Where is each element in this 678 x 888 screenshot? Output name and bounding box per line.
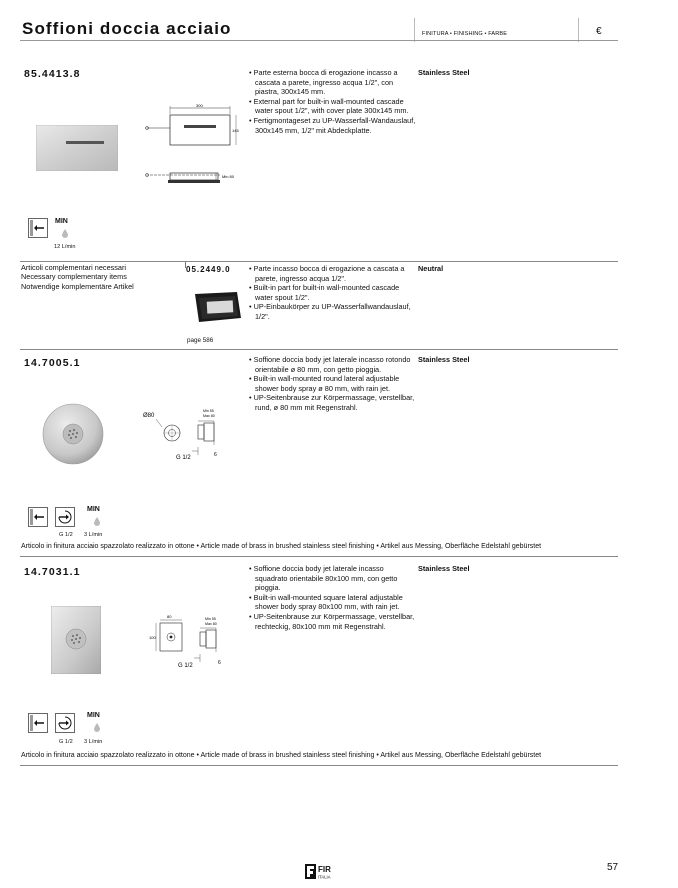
dim-min-label: Min 80 xyxy=(222,174,235,179)
brand-logo xyxy=(305,863,345,886)
finish-label: Neutral xyxy=(418,264,444,273)
description-de: • UP-Seitenbrause zur Körpermassage, verstellbar, rechteckig, 80x100 mm mit Regenstrahl. xyxy=(249,611,415,631)
flow-rate: 3 L/min xyxy=(84,739,103,745)
flow-rate: 3 L/min xyxy=(84,532,103,538)
drop-icon xyxy=(90,516,104,526)
dim-width-label: 300 xyxy=(196,104,203,108)
technical-drawing-square xyxy=(148,612,236,677)
product-image-square-body-jet xyxy=(51,606,101,679)
product-description xyxy=(249,355,417,413)
dim-max-label: Max 80 xyxy=(205,622,217,626)
complementary-label-en: Necessary complementary items xyxy=(21,272,127,282)
section-rule xyxy=(20,261,618,262)
thread-size: G 1/2 xyxy=(59,532,73,538)
page-title: Soffioni doccia acciaio xyxy=(22,19,232,38)
diameter-label: Ø80 xyxy=(143,413,155,419)
thread-size: G 1/2 xyxy=(59,739,73,745)
complementary-code: 05.2449.0 xyxy=(186,265,231,274)
description-en: • Built-in part for built-in wall-mounted cascade water spout 1/2". xyxy=(249,283,400,302)
product-image-built-in-box xyxy=(193,290,243,329)
dim-min-label: Min 55 xyxy=(205,617,216,621)
drop-icon xyxy=(90,722,104,732)
finish-label: Stainless Steel xyxy=(418,355,470,364)
icon-wall-mounted xyxy=(28,507,48,532)
description-de: • Fertigmontageset zu UP-Wasserfall-Wandauslauf, 300x145 mm, 1/2" mit Abdeckplatte. xyxy=(249,115,416,135)
finishing-header: FINITURA • FINISHING • FARBE xyxy=(422,31,508,37)
description-en: • Built-in wall-mounted round lateral adjustable shower body spray ø 80 mm, with rain jet. xyxy=(249,374,400,393)
dim-max-label: Max 80 xyxy=(203,414,215,418)
icon-rotating-jet xyxy=(55,507,75,532)
icon-min-pressure xyxy=(87,506,104,531)
dim-height-label: 145 xyxy=(232,128,239,133)
header-rule xyxy=(20,40,618,41)
description-en: • Built-in wall-mounted square lateral adjustable shower body spray 80x100 mm, with rain jet. xyxy=(249,592,403,612)
flow-rate: 12 L/min xyxy=(54,244,76,250)
header-divider xyxy=(414,18,415,42)
product-image-cascade-plate xyxy=(36,125,118,176)
technical-drawing-cascade xyxy=(144,104,250,193)
icon-rotating-jet xyxy=(55,713,75,738)
section-rule xyxy=(20,556,618,557)
currency-header: € xyxy=(596,26,602,37)
icon-min-pressure xyxy=(87,712,104,737)
product-image-round-body-jet xyxy=(41,402,105,471)
thread-label: G 1/2 xyxy=(176,455,191,461)
description-en: • External part for built-in wall-mounted cascade water spout 1/2", with cover plate 300x145 mm. xyxy=(249,96,409,116)
drop-icon xyxy=(58,228,72,238)
min-label: MIN xyxy=(87,712,100,719)
brand-sub: ITALIA xyxy=(318,874,331,880)
section-rule xyxy=(20,765,618,766)
material-note: Articolo in finitura acciaio spazzolato realizzato in ottone • Article made of brass in brushed stainless steel finishing • Artikel aus Messing, Oberfläche Edelstahl gebürstet xyxy=(21,543,542,550)
min-label: MIN xyxy=(55,218,68,225)
description-de: • UP-Seitenbrause zur Körpermassage, verstellbar, rund, ø 80 mm mit Regenstrahl. xyxy=(249,393,415,412)
technical-drawing-round xyxy=(140,403,236,472)
description-it: • Parte esterna bocca di erogazione incasso a cascata a parete, ingresso acqua 1/2", con piastra, 300x145 mm. xyxy=(249,68,398,97)
description-it: • Soffione doccia body jet laterale incasso squadrato orientabile 80x100 mm, con getto pioggia. xyxy=(249,564,398,593)
page-number: 57 xyxy=(607,862,619,873)
complementary-description xyxy=(249,264,417,322)
header-divider xyxy=(578,18,579,42)
product-code: 14.7005.1 xyxy=(24,357,81,369)
complementary-label-it: Articoli complementari necessari xyxy=(21,263,127,272)
thread-label: G 1/2 xyxy=(178,663,193,669)
icon-wall-mounted xyxy=(28,218,48,243)
icon-wall-mounted xyxy=(28,713,48,738)
product-code: 14.7031.1 xyxy=(24,566,81,578)
description-it: • Parte incasso bocca di erogazione a cascata a parete, ingresso acqua 1/2". xyxy=(249,264,405,283)
complementary-label-de: Notwendige komplementäre Artikel xyxy=(21,281,134,291)
brand-name: FIR xyxy=(318,865,331,874)
finish-label: Stainless Steel xyxy=(418,564,470,573)
icon-min-pressure xyxy=(55,218,72,243)
dim-width-label: 80 xyxy=(167,614,172,619)
section-rule xyxy=(20,349,618,350)
dim-height-label: 100 xyxy=(149,635,156,640)
description-de: • UP-Einbaukörper zu UP-Wasserfallwandauslauf, 1/2". xyxy=(249,302,411,321)
dim-min-label: Min 55 xyxy=(203,409,214,413)
product-description xyxy=(249,68,417,135)
material-note: Articolo in finitura acciaio spazzolato realizzato in ottone • Article made of brass in brushed stainless steel finishing • Artikel aus Messing, Oberfläche Edelstahl gebürstet xyxy=(21,752,542,759)
product-description xyxy=(249,564,417,631)
finish-label: Stainless Steel xyxy=(418,68,470,77)
complementary-label xyxy=(21,263,134,291)
product-code: 85.4413.8 xyxy=(24,68,81,80)
depth-label: 6 xyxy=(214,452,217,458)
min-label: MIN xyxy=(87,506,100,513)
description-it: • Soffione doccia body jet laterale incasso rotondo orientabile ø 80 mm, con getto pioggia. xyxy=(249,355,411,374)
depth-label: 6 xyxy=(218,660,221,666)
page-reference: page 586 xyxy=(187,337,214,344)
